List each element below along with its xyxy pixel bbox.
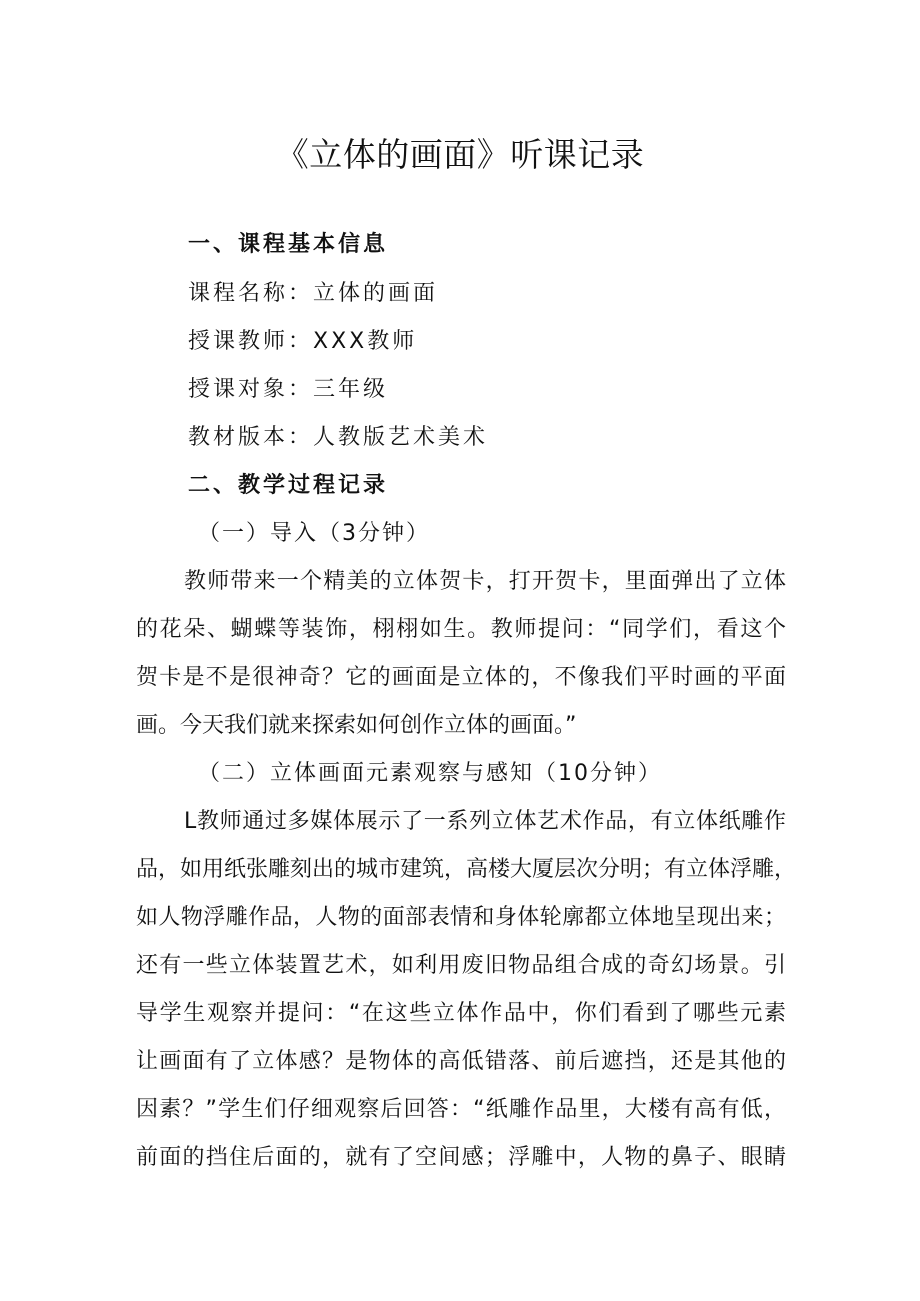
paragraph-line: 因素？”学生们仔细观察后回答：“纸雕作品里，大楼有高有低，: [136, 1097, 786, 1122]
paragraph-line: 导学生观察并提问：“在这些立体作品中，你们看到了哪些元素: [136, 1001, 786, 1026]
course-name-line: 课程名称：立体的画面: [188, 281, 439, 306]
paragraph-line: 贺卡是不是很神奇？它的画面是立体的，不像我们平时画的平面: [136, 665, 786, 690]
subsection-heading-intro: （一）导入（3分钟）: [198, 521, 430, 546]
audience-line: 授课对象：三年级: [188, 377, 389, 402]
paragraph-line: 品，如用纸张雕刻出的城市建筑，高楼大厦层次分明；有立体浮雕，: [136, 857, 797, 882]
paragraph-line: 前面的挡住后面的，就有了空间感；浮雕中，人物的鼻子、眼睛: [136, 1145, 786, 1170]
subsection-heading-observation: （二）立体画面元素观察与感知（10分钟）: [198, 761, 662, 786]
paragraph-line: 还有一些立体装置艺术，如利用废旧物品组合成的奇幻场景。引: [136, 953, 786, 978]
section-heading-basic-info: 一、课程基本信息: [188, 232, 389, 257]
document-title: 《立体的画面》听课记录: [275, 135, 645, 174]
textbook-line: 教材版本：人教版艺术美术: [188, 425, 489, 450]
teacher-line: 授课教师：XXX教师: [188, 329, 418, 354]
section-heading-teaching-process: 二、教学过程记录: [188, 473, 389, 498]
paragraph-line: 如人物浮雕作品，人物的面部表情和身体轮廓都立体地呈现出来；: [136, 905, 786, 930]
paragraph-line: L教师通过多媒体展示了一系列立体艺术作品，有立体纸雕作: [184, 809, 786, 834]
paragraph-line: 教师带来一个精美的立体贺卡，打开贺卡，里面弹出了立体: [184, 569, 786, 594]
paragraph-line: 的花朵、蝴蝶等装饰，栩栩如生。教师提问：“同学们，看这个: [136, 617, 786, 642]
paragraph-line: 画。今天我们就来探索如何创作立体的画面。”: [136, 713, 577, 738]
paragraph-line: 让画面有了立体感？是物体的高低错落、前后遮挡，还是其他的: [136, 1049, 786, 1074]
